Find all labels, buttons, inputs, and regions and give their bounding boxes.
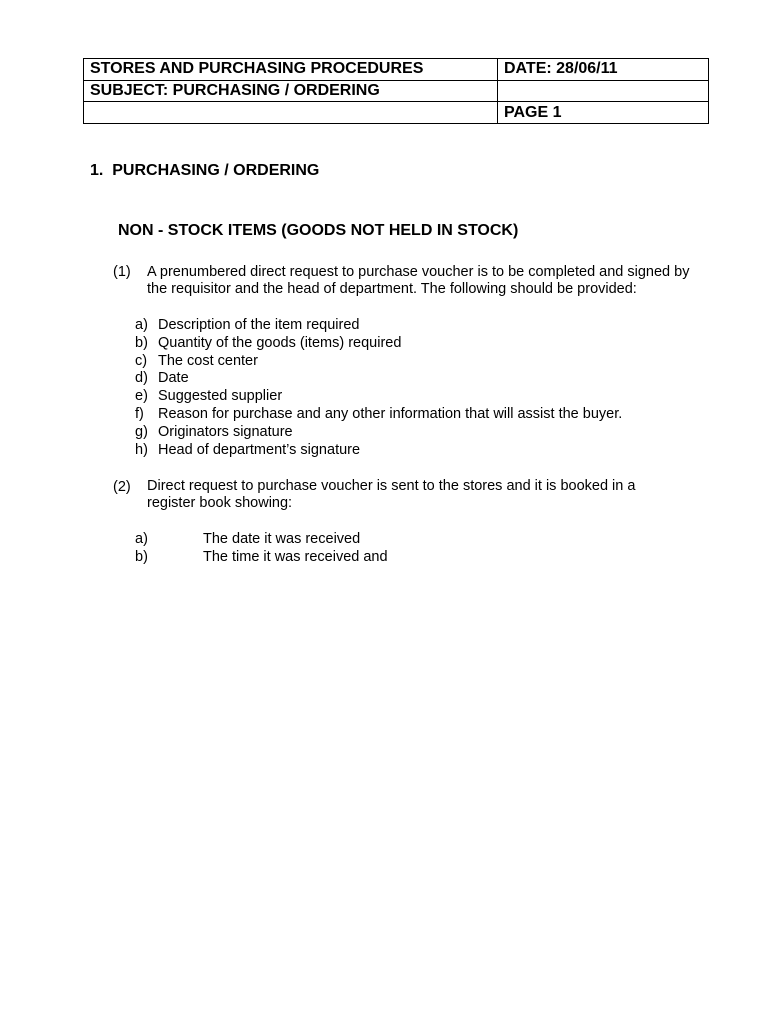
paragraph-text: Direct request to purchase voucher is sent to the stores and it is booked in a register book showing: — [147, 478, 636, 511]
document-title: STORES AND PURCHASING PROCEDURES — [84, 59, 498, 81]
list-item: g) Originators signature — [135, 423, 293, 440]
section-title: PURCHASING / ORDERING — [112, 162, 320, 179]
section-number: 1. — [90, 162, 104, 179]
list-item: b) Quantity of the goods (items) required — [135, 334, 402, 351]
page-number: PAGE 1 — [498, 102, 709, 124]
header-table — [83, 58, 709, 124]
register-list — [135, 531, 388, 567]
subsection-heading: NON - STOCK ITEMS (GOODS NOT HELD IN STOCK) — [118, 222, 519, 239]
list-item: a) The date it was received — [135, 531, 361, 547]
list-item: a) Description of the item required — [135, 317, 360, 333]
list-item: b) The time it was received and — [135, 548, 388, 565]
empty-cell — [498, 80, 709, 102]
empty-cell — [84, 102, 498, 124]
document-subject: SUBJECT: PURCHASING / ORDERING — [84, 80, 498, 102]
paragraph-text: A prenumbered direct request to purchase voucher is to be completed and signed by the requisitor and the head of department. The following should be provided: — [147, 264, 690, 297]
list-item: d) Date — [135, 370, 189, 387]
list-item: h) Head of department’s signature — [135, 441, 361, 458]
list-item: c) The cost center — [135, 352, 258, 369]
paragraph-number: (2) — [113, 479, 131, 495]
paragraph-number: (1) — [113, 264, 131, 280]
document-date: DATE: 28/06/11 — [498, 59, 709, 81]
list-item: f) Reason for purchase and any other information that will assist the buyer. — [135, 405, 623, 422]
requirements-list — [135, 317, 622, 459]
list-item: e) Suggested supplier — [135, 388, 283, 405]
section-heading — [90, 162, 319, 180]
